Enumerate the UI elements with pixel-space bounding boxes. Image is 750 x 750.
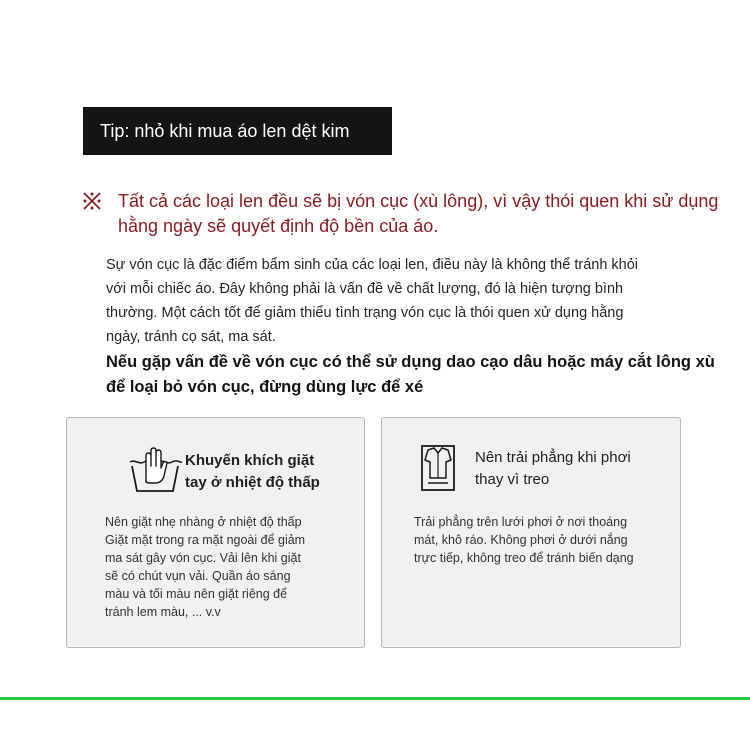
card-title-line: Khuyến khích giặt xyxy=(185,452,315,469)
card-text-line: màu và tối màu nên giặt riêng để xyxy=(105,587,288,601)
card-title xyxy=(185,450,320,494)
card-title-line: thay vì treo xyxy=(475,471,550,488)
page-title: Tip: nhỏ khi mua áo len dệt kim xyxy=(83,107,392,155)
card-title-line: tay ở nhiệt độ thấp xyxy=(185,474,320,491)
card-text-line: Nên giặt nhẹ nhàng ở nhiệt độ thấp xyxy=(105,515,302,529)
card-text-line: trực tiếp, không treo để tránh biến dạng xyxy=(414,551,634,565)
card-text-line: sẽ có chút vụn vải. Quần áo sáng xyxy=(105,569,291,583)
body-paragraph: Sự vón cục là đặc điểm bẩm sinh của các loại len, điều này là không thể tránh khỏi với mỗi chiếc áo. Đây không phải là vấn đề về chất lượng, đó là hiện tượng bình thường. Một cách tốt để giảm thiểu tình trạng vón cục là thói quen xử dụng hằng ngày, tránh cọ sát, ma sát. xyxy=(106,257,639,345)
reference-mark-icon xyxy=(82,191,102,211)
card-text-line: tránh lem màu, ... v.v xyxy=(105,605,221,619)
card-title xyxy=(475,447,631,491)
bottom-accent-line xyxy=(0,697,750,700)
card-description xyxy=(414,513,676,567)
notice-text: Tất cả các loại len đều sẽ bị vón cục (xù lông), vì vậy thói quen khi sử dụng hằng ngày sẽ quyết định độ bền của áo. xyxy=(118,191,719,236)
hand-wash-icon xyxy=(127,446,183,494)
card-text-line: Trải phẳng trên lưới phơi ở nơi thoáng xyxy=(414,515,628,529)
card-text-line: mát, khô ráo. Không phơi ở dưới nắng xyxy=(414,533,628,547)
card-title-line: Nên trải phẳng khi phơi xyxy=(475,449,631,466)
notice-block xyxy=(82,189,742,239)
bold-advice: Nếu gặp vấn đề về vón cục có thể sử dụng dao cạo dâu hoặc máy cắt lông xù để loại bỏ vón cục, đừng dùng lực để xé xyxy=(106,353,715,396)
card-description xyxy=(105,513,355,621)
card-text-line: Giặt mặt trong ra mặt ngoài để giảm xyxy=(105,533,306,547)
card-text-line: ma sát gây vón cục. Vải lên khi giặt xyxy=(105,551,301,565)
card-hand-wash xyxy=(66,417,365,648)
dry-flat-shirt-icon xyxy=(420,444,456,492)
card-dry-flat xyxy=(381,417,681,648)
